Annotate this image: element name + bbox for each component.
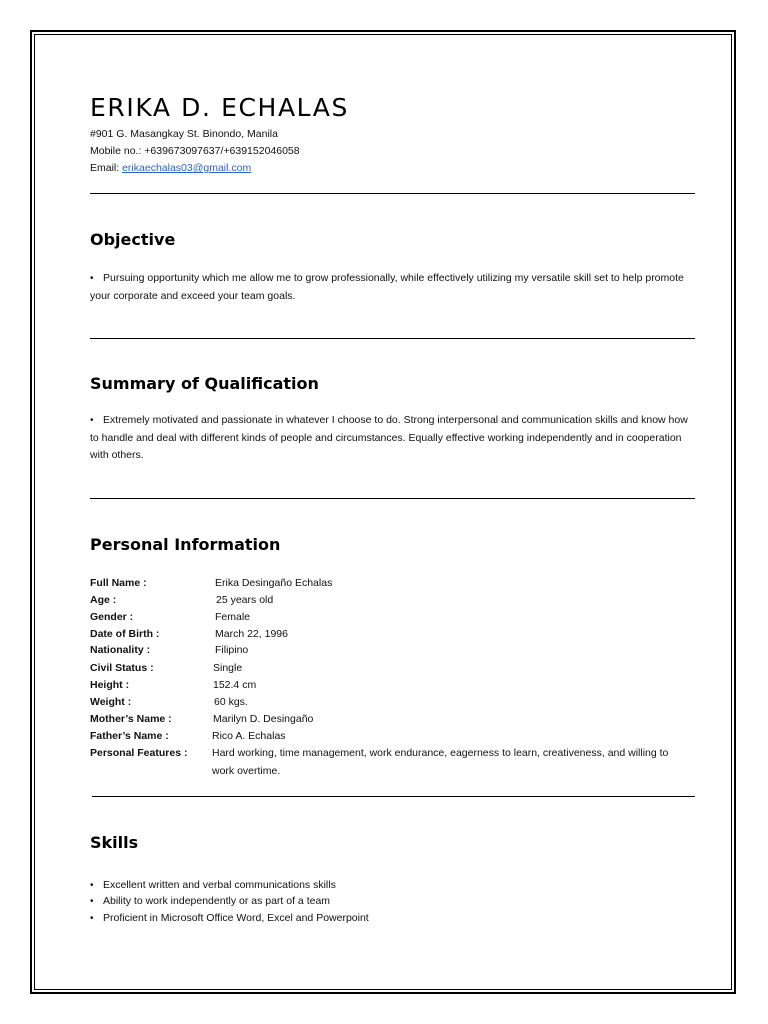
skill-item [90, 911, 369, 926]
info-value: 152.4 cm [213, 679, 257, 691]
info-value: 25 years old [216, 594, 274, 606]
info-value: Single [213, 662, 243, 674]
divider [90, 498, 695, 499]
info-value: Filipino [215, 644, 249, 656]
skill-item [90, 878, 336, 893]
address-line: #901 G. Masangkay St. Binondo, Manila [90, 128, 278, 140]
page-border-inner [34, 34, 732, 990]
summary-text-body: Extremely motivated and passionate in whatever I choose to do. Strong interpersonal and communication skills and know how to handle and deal with different kinds of people and circumstances. Equally effective working independently and in cooperation with others. [90, 414, 688, 461]
info-label: Gender : [90, 611, 134, 623]
info-label: Nationality : [90, 644, 151, 656]
info-value: March 22, 1996 [215, 628, 288, 640]
info-label: Full Name : [90, 577, 147, 589]
info-value: 60 kgs. [214, 696, 248, 708]
info-value: Marilyn D. Desingaño [213, 713, 314, 725]
skills-heading: Skills [90, 833, 139, 852]
info-label: Height : [90, 679, 130, 691]
objective-text [90, 270, 690, 305]
info-value-personal-features: Hard working, time management, work endurance, eagerness to learn, creativeness, and willing to work overtime. [212, 747, 669, 777]
objective-heading: Objective [90, 230, 176, 249]
bullet-icon: • [90, 880, 94, 891]
skill-item [90, 894, 330, 909]
info-label: Father’s Name : [90, 730, 169, 742]
resume-name: ERIKA D. ECHALAS [90, 93, 349, 122]
email-link[interactable]: erikaechalas03@gmail.com [122, 162, 252, 174]
summary-text [90, 412, 690, 465]
info-label: Mother’s Name : [90, 713, 172, 725]
email-line [90, 161, 251, 175]
objective-text-body: Pursuing opportunity which me allow me to grow professionally, while effectively utilizing my versatile skill set to help promote your corporate and exceed your team goals. [90, 272, 684, 302]
info-value: Rico A. Echalas [212, 730, 286, 742]
email-label: Email: [90, 162, 123, 174]
skill-text: Proficient in Microsoft Office Word, Excel and Powerpoint [103, 912, 369, 924]
info-label: Age : [90, 594, 117, 606]
info-value: Erika Desingaño Echalas [215, 577, 333, 589]
bullet-icon: • [90, 913, 94, 924]
bullet-icon: • [90, 415, 94, 426]
divider [90, 193, 695, 194]
info-label: Weight : [90, 696, 132, 708]
bullet-icon: • [90, 273, 94, 284]
info-label: Date of Birth : [90, 628, 160, 640]
bullet-icon: • [90, 896, 94, 907]
divider [92, 796, 695, 797]
info-value: Female [215, 611, 251, 623]
skill-text: Excellent written and verbal communications skills [103, 879, 336, 891]
info-label: Personal Features : [90, 747, 188, 759]
info-label: Civil Status : [90, 662, 154, 674]
mobile-line: Mobile no.: +639673097637/+639152046058 [90, 145, 300, 157]
skill-text: Ability to work independently or as part of a team [103, 895, 331, 907]
divider [90, 338, 695, 339]
summary-heading: Summary of Qualification [90, 374, 319, 393]
personal-info-heading: Personal Information [90, 535, 281, 554]
